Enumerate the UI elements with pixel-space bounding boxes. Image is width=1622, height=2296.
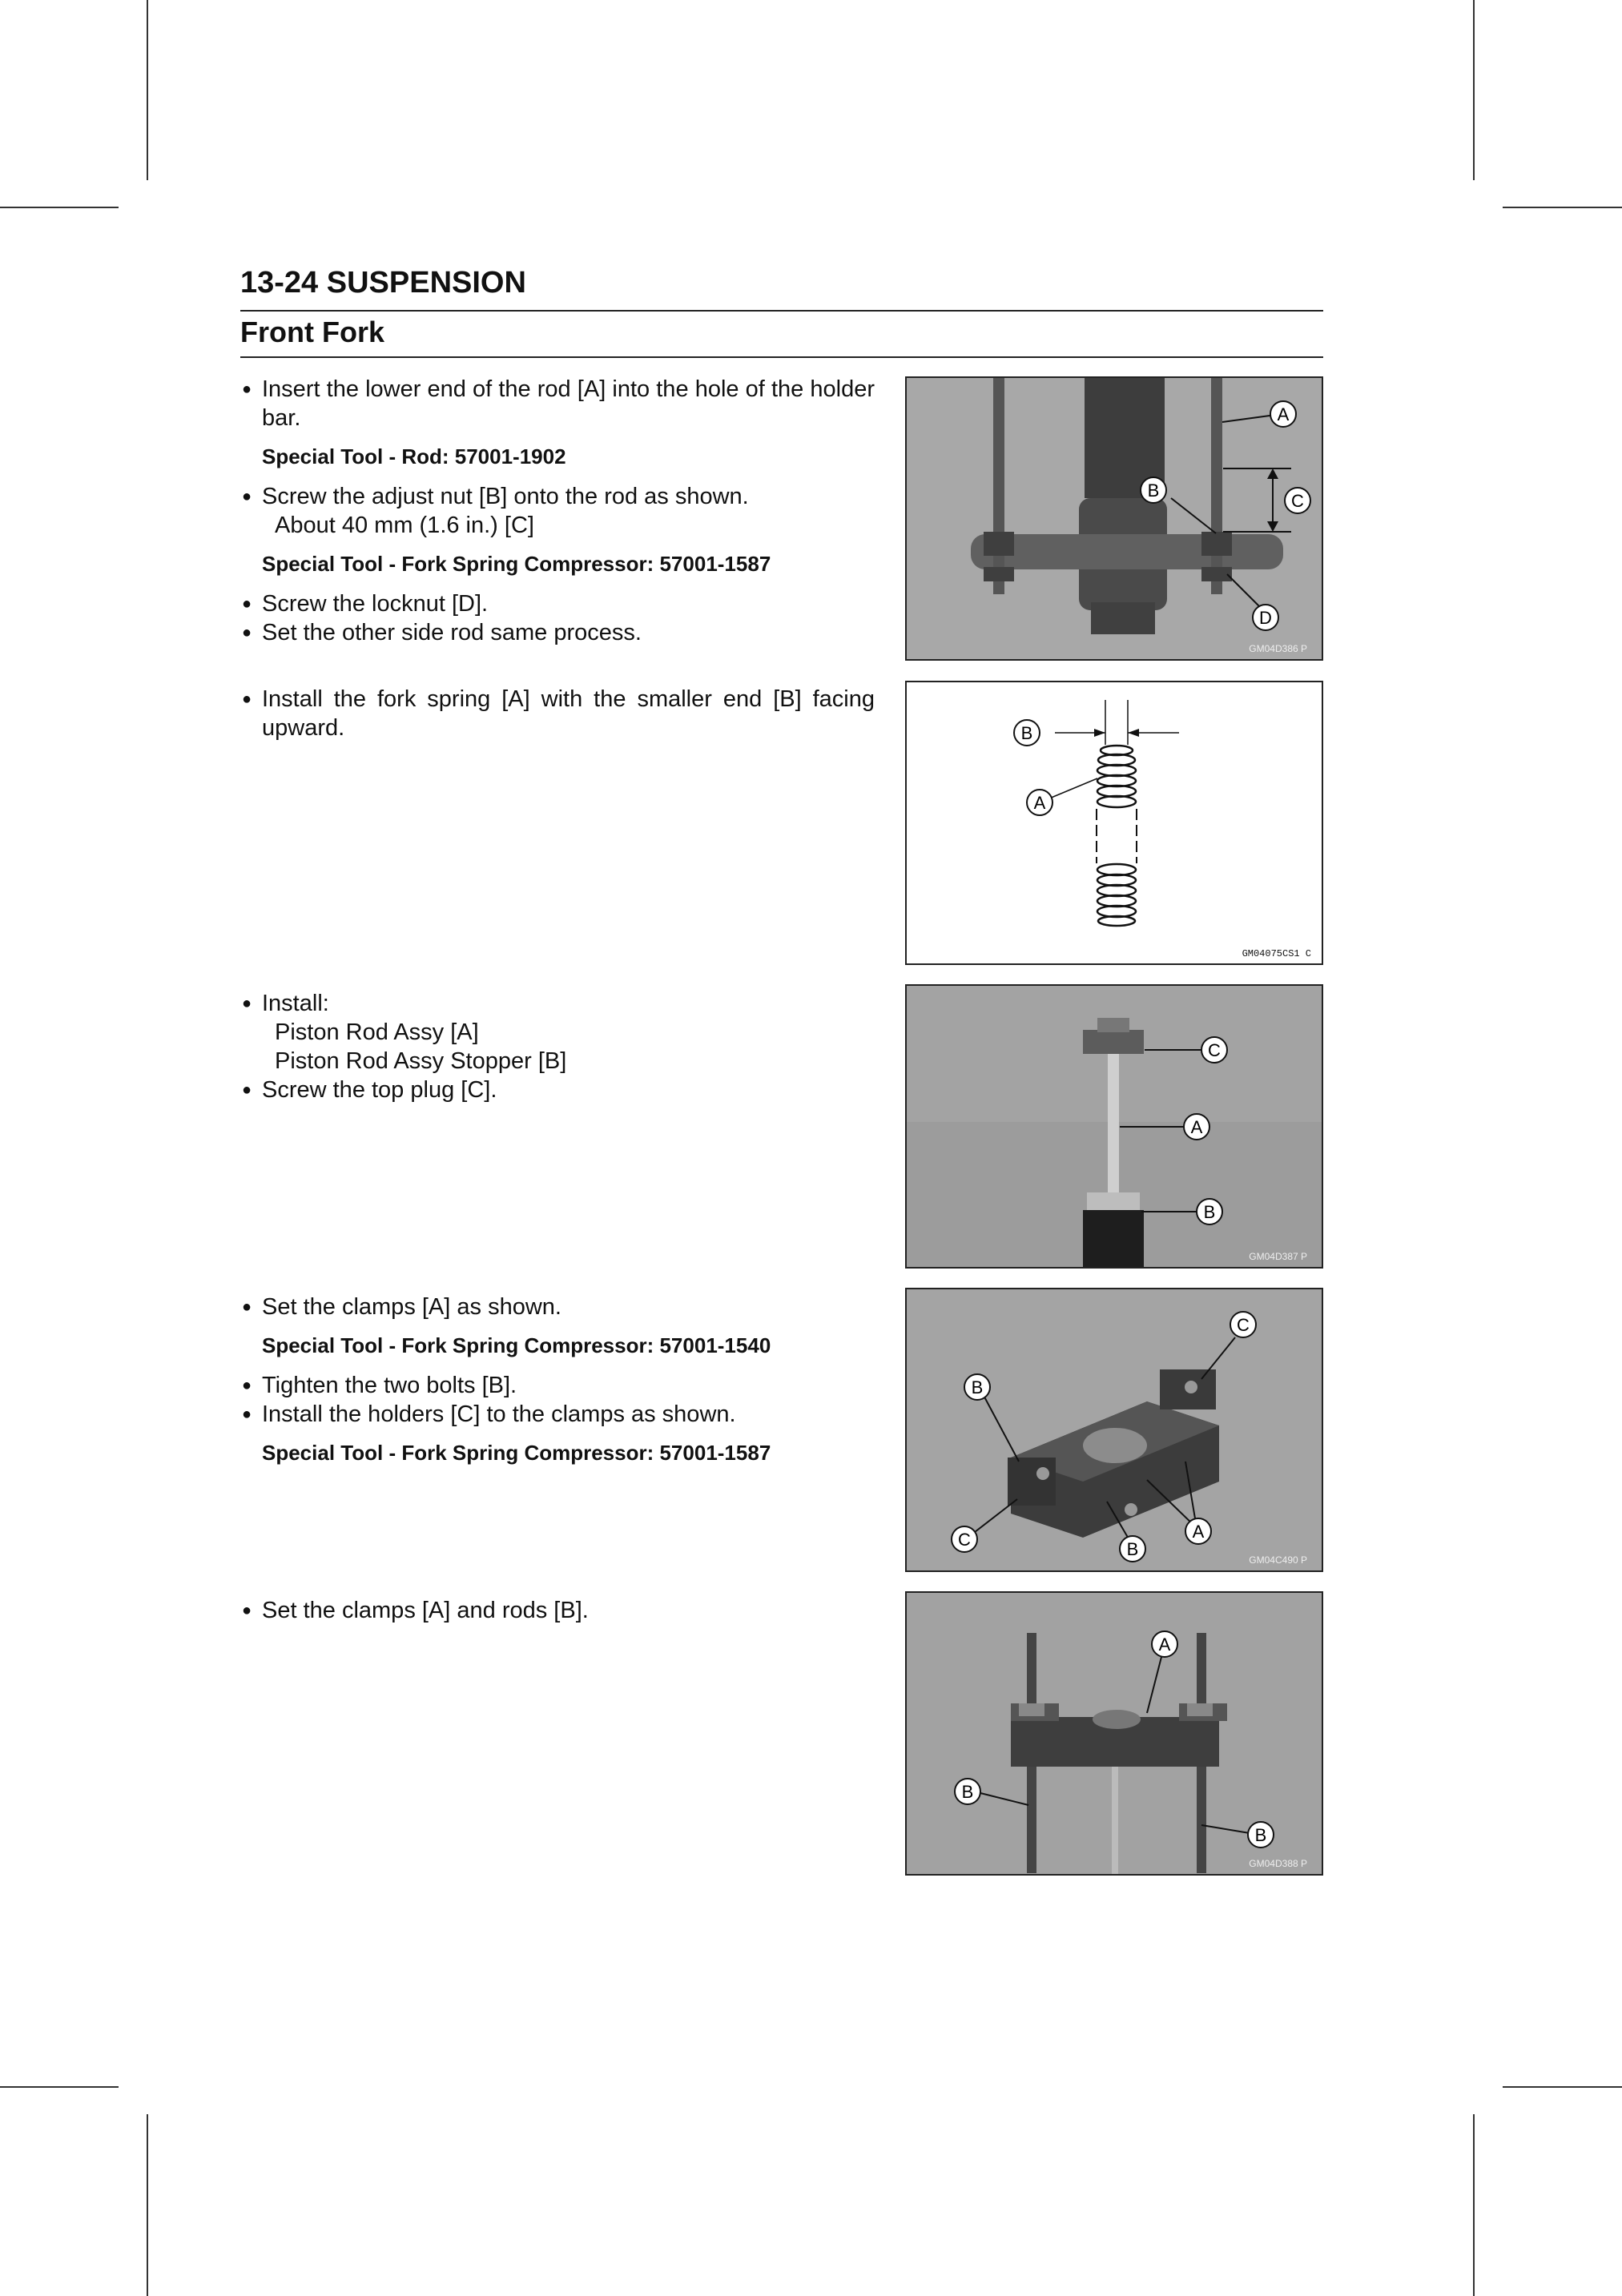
special-tool-compressor-1540: Special Tool - Fork Spring Compressor: 57001-1540 xyxy=(262,1333,771,1357)
crop-mark xyxy=(1503,207,1622,208)
page-title: 13-24 SUSPENSION xyxy=(240,266,526,300)
callout-a: A xyxy=(1158,1635,1171,1655)
bullet-locknut: ● Screw the locknut [D]. xyxy=(240,589,875,618)
crop-mark xyxy=(1473,2114,1475,2296)
section-rule xyxy=(240,356,1323,358)
callout-b: B xyxy=(1254,1825,1267,1845)
callout-a: A xyxy=(1190,1117,1203,1137)
callout-c: C xyxy=(1208,1040,1221,1060)
callout-a: A xyxy=(1277,404,1290,424)
callout-b: B xyxy=(1126,1539,1139,1559)
bullet-install-holders: ● Install the holders [C] to the clamps as shown. xyxy=(240,1400,875,1429)
callout-c: C xyxy=(958,1530,971,1550)
callout-a: A xyxy=(1033,793,1046,813)
crop-mark xyxy=(1503,2086,1622,2088)
bullet-clamps-rods: ● Set the clamps [A] and rods [B]. xyxy=(240,1596,875,1625)
figure-clamps xyxy=(905,1288,1323,1572)
bullet-adjust-nut: ● Screw the adjust nut [B] onto the rod as shown. xyxy=(240,482,875,511)
figure-code: GM04C490 P xyxy=(1249,1554,1307,1566)
crop-mark xyxy=(147,0,148,180)
callout-b: B xyxy=(1147,481,1160,501)
callout-b: B xyxy=(1020,723,1033,743)
bullet-install: ● Install: xyxy=(240,989,875,1018)
header-rule xyxy=(240,310,1323,312)
special-tool-compressor-1587: Special Tool - Fork Spring Compressor: 57001-1587 xyxy=(262,1441,771,1465)
step-piston-rod xyxy=(240,989,875,1104)
callout-b: B xyxy=(1203,1202,1216,1222)
figure-code: GM04D387 P xyxy=(1249,1251,1307,1262)
figure-piston-rod xyxy=(905,984,1323,1269)
callout-d: D xyxy=(1259,608,1272,628)
crop-mark xyxy=(147,2114,148,2296)
bullet-other-side: ● Set the other side rod same process. xyxy=(240,618,875,647)
crop-mark xyxy=(0,207,119,208)
callout-c: C xyxy=(1237,1315,1250,1335)
step-clamps-rods xyxy=(240,1596,875,1625)
item-piston-rod-assy: Piston Rod Assy [A] xyxy=(275,1019,479,1045)
special-tool-compressor: Special Tool - Fork Spring Compressor: 57001-1587 xyxy=(262,552,771,576)
step-insert-rod xyxy=(240,375,875,647)
crop-mark xyxy=(1473,0,1475,180)
crop-mark xyxy=(0,2086,119,2088)
figure-clamps-rods xyxy=(905,1591,1323,1876)
bullet-insert-rod: ● Insert the lower end of the rod [A] into the hole of the holder bar. xyxy=(240,375,875,432)
bullet-top-plug: ● Screw the top plug [C]. xyxy=(240,1076,875,1104)
bullet-tighten-bolts: ● Tighten the two bolts [B]. xyxy=(240,1371,875,1400)
special-tool-rod: Special Tool - Rod: 57001-1902 xyxy=(262,444,566,468)
bullet-set-clamps: ● Set the clamps [A] as shown. xyxy=(240,1293,875,1321)
step-clamps xyxy=(240,1293,875,1478)
figure-rod-holder xyxy=(905,376,1323,661)
figure-code: GM04D386 P xyxy=(1249,643,1307,654)
figure-code: GM04D388 P xyxy=(1249,1858,1307,1869)
adjust-distance: About 40 mm (1.6 in.) [C] xyxy=(275,513,534,538)
callout-b: B xyxy=(971,1377,984,1397)
callout-a: A xyxy=(1192,1522,1205,1542)
callout-c: C xyxy=(1291,491,1304,511)
section-title: Front Fork xyxy=(240,316,384,348)
figure-fork-spring xyxy=(905,681,1323,965)
step-fork-spring xyxy=(240,685,875,742)
item-piston-rod-stopper: Piston Rod Assy Stopper [B] xyxy=(275,1048,567,1074)
callout-b: B xyxy=(961,1782,974,1802)
figure-code: GM04075CS1 C xyxy=(1242,948,1311,959)
bullet-fork-spring: ● Install the fork spring [A] with the smaller end [B] facing upward. xyxy=(240,685,875,742)
